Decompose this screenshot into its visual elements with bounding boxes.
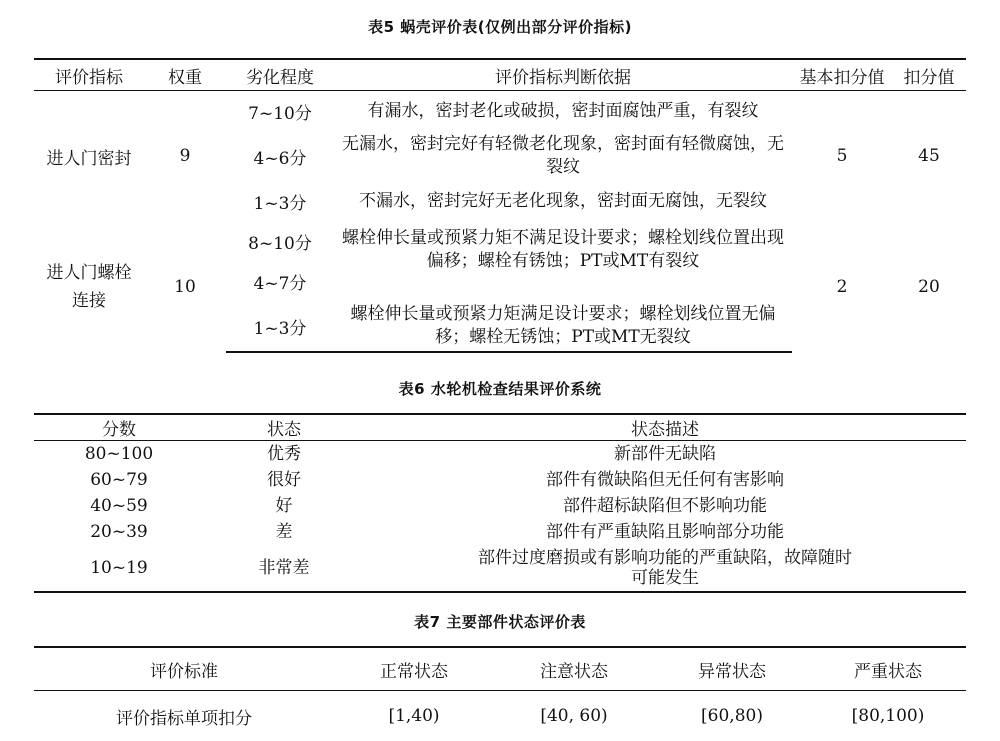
score-cell: 10~19 — [34, 545, 204, 592]
score-cell: 20 — [892, 221, 966, 352]
score-cell: 80~100 — [34, 441, 204, 468]
row-label-cell: 评价指标单项扣分 — [34, 691, 334, 741]
table-row — [34, 493, 966, 519]
table5-caption: 表5 蜗壳评价表(仅例出部分评价指标) — [0, 16, 1000, 37]
table7-header-severe: 严重状态 — [810, 647, 966, 691]
criteria-cell: 不漏水，密封完好无老化现象，密封面无腐蚀，无裂纹 — [334, 181, 792, 221]
state-cell: 非常差 — [204, 545, 364, 592]
criteria-cell: 无漏水，密封完好有轻微老化现象，密封面有轻微腐蚀，无裂纹 — [334, 131, 792, 181]
table7-header-abnormal: 异常状态 — [654, 647, 810, 691]
degree-cell: 7~10分 — [226, 91, 334, 132]
base-cell: 2 — [792, 221, 892, 352]
table5-header-indicator: 评价指标 — [34, 59, 144, 91]
table5-header-base: 基本扣分值 — [792, 59, 892, 91]
table7-header-row — [34, 647, 966, 691]
desc-cell: 部件有严重缺陷且影响部分功能 — [364, 519, 966, 545]
table6-caption: 表6 水轮机检查结果评价系统 — [0, 378, 1000, 399]
table7-header-criteria: 评价标准 — [34, 647, 334, 691]
weight-cell: 9 — [144, 91, 226, 222]
table-row — [34, 221, 966, 261]
table5-header-degree: 劣化程度 — [226, 59, 334, 91]
desc-cell: 新部件无缺陷 — [364, 441, 966, 468]
indicator-cell: 进人门密封 — [34, 91, 144, 222]
table-row — [34, 91, 966, 132]
table-row — [34, 545, 966, 592]
table7-header-normal: 正常状态 — [334, 647, 494, 691]
range-cell: [80,100) — [810, 691, 966, 741]
desc-cell: 部件超标缺陷但不影响功能 — [364, 493, 966, 519]
range-cell: [40, 60) — [494, 691, 654, 741]
criteria-cell: 螺栓伸长量或预紧力矩不满足设计要求；螺栓划线位置出现偏移；螺栓有锈蚀；PT或MT有裂纹 — [334, 221, 792, 301]
weight-cell: 10 — [144, 221, 226, 352]
degree-cell: 1~3分 — [226, 301, 334, 352]
indicator-cell: 进人门螺栓连接 — [34, 221, 144, 352]
desc-cell: 部件有微缺陷但无任何有害影响 — [364, 467, 966, 493]
range-cell: [1,40) — [334, 691, 494, 741]
state-cell: 优秀 — [204, 441, 364, 468]
table6-header-desc: 状态描述 — [364, 414, 966, 441]
table5-header-row — [34, 59, 966, 91]
table-row — [34, 519, 966, 545]
range-cell: [60,80) — [654, 691, 810, 741]
score-cell: 20~39 — [34, 519, 204, 545]
criteria-cell: 有漏水，密封老化或破损，密封面腐蚀严重，有裂纹 — [334, 91, 792, 132]
table6-header-row — [34, 414, 966, 441]
table-row — [34, 441, 966, 468]
score-cell: 45 — [892, 91, 966, 222]
state-cell: 好 — [204, 493, 364, 519]
table6-header-score: 分数 — [34, 414, 204, 441]
criteria-cell: 螺栓伸长量或预紧力矩满足设计要求；螺栓划线位置无偏移；螺栓无锈蚀；PT或MT无裂纹 — [334, 301, 792, 352]
table7-caption: 表7 主要部件状态评价表 — [0, 611, 1000, 632]
state-cell: 差 — [204, 519, 364, 545]
table-row — [34, 467, 966, 493]
state-cell: 很好 — [204, 467, 364, 493]
score-cell: 60~79 — [34, 467, 204, 493]
table7 — [34, 646, 966, 741]
desc-cell: 部件过度磨损或有影响功能的严重缺陷，故障随时可能发生 — [364, 545, 966, 592]
score-cell: 40~59 — [34, 493, 204, 519]
table5-header-criteria: 评价指标判断依据 — [334, 59, 792, 91]
table5 — [34, 58, 966, 353]
degree-cell: 4~7分 — [226, 261, 334, 301]
table7-header-attention: 注意状态 — [494, 647, 654, 691]
table6-header-state: 状态 — [204, 414, 364, 441]
table5-header-weight: 权重 — [144, 59, 226, 91]
table-row — [34, 691, 966, 741]
table5-header-score: 扣分值 — [892, 59, 966, 91]
base-cell: 5 — [792, 91, 892, 222]
degree-cell: 8~10分 — [226, 221, 334, 261]
degree-cell: 4~6分 — [226, 131, 334, 181]
table6 — [34, 413, 966, 593]
degree-cell: 1~3分 — [226, 181, 334, 221]
